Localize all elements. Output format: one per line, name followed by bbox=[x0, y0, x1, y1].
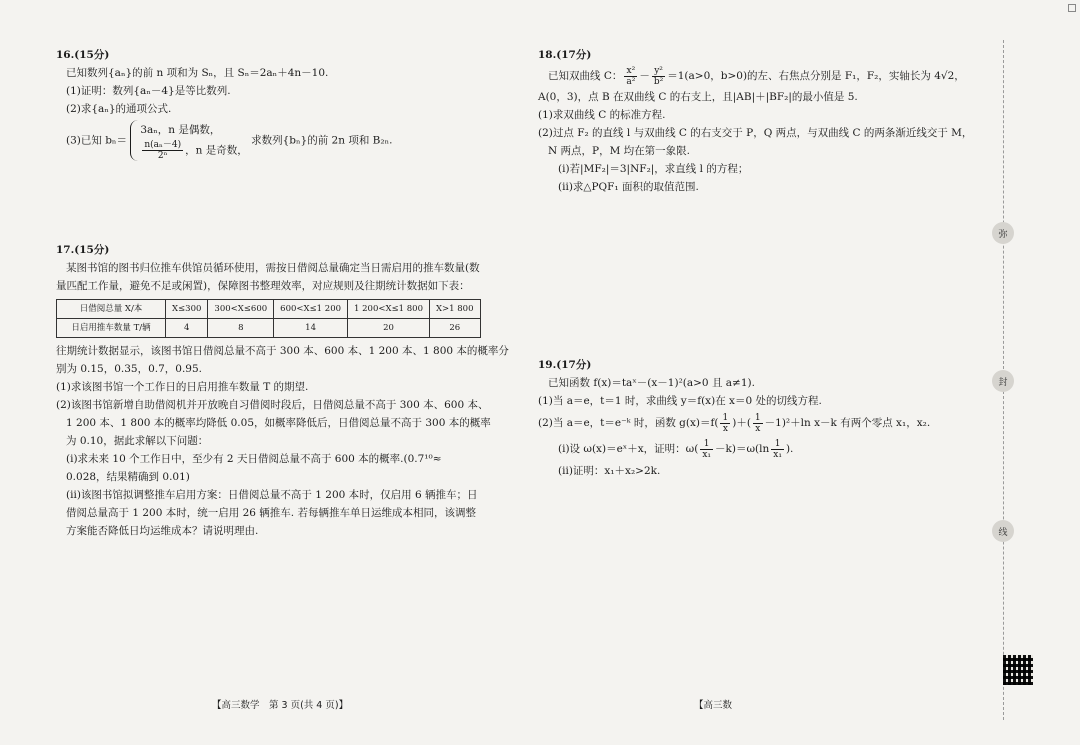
q17-stats-line2: 别为 0.15，0.35，0.7，0.95. bbox=[56, 363, 203, 375]
y-squared-fraction bbox=[652, 66, 665, 87]
q17-part2ii-line2: 借阅总量高于 1 200 本时，统一启用 26 辆推车. 若每辆推车单日运维成本相同，该调整 bbox=[66, 507, 476, 519]
borrow-cart-table bbox=[56, 299, 481, 338]
q19-part2ii: (ⅱ)证明：x₁＋x₂>2k. bbox=[558, 465, 661, 477]
table-cell: 26 bbox=[429, 319, 480, 338]
right-column bbox=[538, 46, 978, 480]
q18-part1: (1)求双曲线 C 的标准方程. bbox=[538, 109, 666, 121]
left-column bbox=[56, 46, 509, 540]
q16-part3-prefix: (3)已知 bₙ＝ bbox=[66, 134, 127, 147]
q17-heading: 17.(15分) bbox=[56, 244, 110, 256]
fraction-denominator: x bbox=[722, 423, 728, 434]
table-row bbox=[57, 300, 481, 319]
seal-mark-mi: 弥 bbox=[992, 222, 1014, 244]
q19-part2i-suffix: ). bbox=[785, 443, 794, 455]
q17-intro-line1: 某图书馆的图书归位推车供馆员循环使用，需按日借阅总量确定当日需启用的推车数量(数 bbox=[66, 262, 480, 274]
table-cell: 日启用推车数量 T/辆 bbox=[57, 319, 166, 338]
q17-part2-line1: (2)该图书馆新增自助借阅机并开放晚自习借阅时段后，日借阅总量不高于 300 本、600 本、 bbox=[56, 399, 489, 411]
fraction-numerator: 1 bbox=[700, 439, 713, 450]
left-brace bbox=[130, 120, 139, 161]
fraction-numerator: 1 bbox=[754, 412, 761, 423]
fraction-numerator: 1 bbox=[771, 439, 784, 450]
q19-part2i bbox=[538, 436, 978, 462]
q18-part2ii: (ⅱ)求△PQF₁ 面积的取值范围. bbox=[558, 181, 699, 193]
table-cell: X≤300 bbox=[166, 300, 208, 319]
q19-part2 bbox=[538, 410, 978, 436]
q19-part1: (1)当 a＝e，t＝1 时，求曲线 y＝f(x)在 x＝0 处的切线方程. bbox=[538, 395, 822, 407]
q17-part2i-line2: 0.028，结果精确到 0.01) bbox=[66, 471, 190, 483]
qr-code-icon bbox=[1003, 655, 1033, 685]
q19-stem: 已知函数 f(x)＝taˣ－(x－1)²(a>0 且 a≠1). bbox=[548, 377, 755, 389]
q17-part2ii-line1: (ⅱ)该图书馆拟调整推车启用方案：日借阅总量不高于 1 200 本时，仅启用 6 辆推车；日 bbox=[66, 489, 478, 501]
q16-part2: (2)求{aₙ}的通项公式. bbox=[66, 103, 172, 115]
q16-part3 bbox=[56, 120, 496, 161]
case-odd bbox=[140, 140, 247, 161]
q18-stem-suffix: ＝1(a>0，b>0)的左、右焦点分别是 F₁，F₂，实轴长为 4√2， bbox=[667, 70, 965, 82]
q19-part2i-prefix: (ⅰ)设 ω(x)＝eˣ＋x，证明：ω( bbox=[558, 443, 699, 455]
q17-stats-line1: 往期统计数据显示，该图书馆日借阅总量不高于 300 本、600 本、1 200 本、1 800 本的概率分 bbox=[56, 345, 509, 357]
q18-stem-line2: A(0，3)，点 B 在双曲线 C 的右支上，且|AB|＋|BF₂|的最小值是 5. bbox=[538, 91, 858, 103]
fraction-denominator: x₁ bbox=[773, 449, 782, 460]
q17-part2-line2: 1 200 本、1 800 本的概率均降低 0.05，如概率降低后，日借阅总量不高于 300 本的概率 bbox=[66, 417, 491, 429]
footer-page-left: 【高三数学 第 3 页(共 4 页)】 bbox=[212, 700, 349, 711]
q17-part2ii-line3: 方案能否降低日均运维成本？请说明理由. bbox=[66, 525, 259, 537]
table-cell: 8 bbox=[208, 319, 274, 338]
q16-heading: 16.(15分) bbox=[56, 49, 110, 61]
case-odd-tail: ，n 是奇数， bbox=[185, 144, 248, 157]
q19-part2-middle: )＋( bbox=[732, 417, 751, 429]
table-cell: 20 bbox=[348, 319, 430, 338]
q19-part2-suffix: －1)²＋ln x－k 有两个零点 x₁，x₂. bbox=[764, 417, 931, 429]
fraction-denominator: x₁ bbox=[702, 449, 711, 460]
q18-stem-prefix: 已知双曲线 C： bbox=[548, 70, 623, 82]
one-over-x1-fraction bbox=[771, 439, 784, 460]
q18-part2i: (ⅰ)若|MF₂|＝3|NF₂|，求直线 l 的方程； bbox=[558, 163, 749, 175]
seal-mark-xian: 线 bbox=[992, 520, 1014, 542]
table-cell: 日借阅总量 X/本 bbox=[57, 300, 166, 319]
q17-part2i-line1: (ⅰ)求未来 10 个工作日中，至少有 2 天日借阅总量不高于 600 本的概率.(0.7¹⁰≈ bbox=[66, 453, 442, 465]
one-over-x1-fraction bbox=[700, 439, 713, 460]
q19-heading: 19.(17分) bbox=[538, 359, 592, 371]
fraction-numerator: y² bbox=[652, 66, 665, 77]
table-row bbox=[57, 319, 481, 338]
minus-sign: － bbox=[639, 70, 650, 82]
fraction-denominator: x bbox=[755, 423, 761, 434]
q16-part1: (1)证明：数列{aₙ－4}是等比数列. bbox=[66, 85, 231, 97]
q19-part2-prefix: (2)当 a＝e，t＝e⁻ᵏ 时，函数 g(x)＝f( bbox=[538, 417, 719, 429]
fraction-numerator: 1 bbox=[722, 412, 729, 423]
q16-stem: 已知数列{aₙ}的前 n 项和为 Sₙ，且 Sₙ＝2aₙ＋4n－10. bbox=[66, 67, 329, 79]
q17-intro-line2: 量匹配工作量，避免不足或闲置)，保障图书整理效率，对应规则及往期统计数据如下表： bbox=[56, 280, 470, 292]
seal-mark-feng: 封 bbox=[992, 370, 1014, 392]
one-over-x-fraction bbox=[720, 413, 730, 434]
table-cell: X>1 800 bbox=[429, 300, 480, 319]
fraction-denominator: b² bbox=[653, 76, 664, 87]
case-odd-fraction bbox=[142, 140, 183, 161]
q18-part2-line1: (2)过点 F₂ 的直线 l 与双曲线 C 的右支交于 P，Q 两点，与双曲线 C 的两条渐近线交于 M， bbox=[538, 127, 973, 139]
q16-part3-suffix: 求数列{bₙ}的前 2n 项和 B₂ₙ. bbox=[251, 134, 393, 147]
answer-space bbox=[56, 161, 496, 241]
piecewise-definition bbox=[130, 120, 247, 161]
table-cell: 1 200<X≤1 800 bbox=[348, 300, 430, 319]
q19-part2i-middle: －k)＝ω(ln bbox=[715, 443, 770, 455]
fraction-numerator: x² bbox=[624, 66, 637, 77]
q17-part2-line3: 为 0.10，据此求解以下问题： bbox=[66, 435, 209, 447]
table-cell: 300<X≤600 bbox=[208, 300, 274, 319]
fraction-denominator: a² bbox=[626, 76, 636, 87]
case-even: 3aₙ，n 是偶数， bbox=[140, 124, 221, 136]
q17-part1: (1)求该图书馆一个工作日的日启用推车数量 T 的期望. bbox=[56, 381, 309, 393]
fraction-denominator: 2ⁿ bbox=[157, 151, 168, 161]
one-over-x-fraction bbox=[753, 413, 763, 434]
q18-part2-line2: N 两点，P，M 均在第一象限. bbox=[548, 145, 691, 157]
footer-page-right: 【高三数 bbox=[694, 700, 733, 711]
table-cell: 4 bbox=[166, 319, 208, 338]
corner-mark bbox=[1068, 4, 1076, 12]
table-cell: 600<X≤1 200 bbox=[274, 300, 348, 319]
x-squared-fraction bbox=[624, 66, 637, 87]
table-cell: 14 bbox=[274, 319, 348, 338]
fraction-numerator: n(aₙ－4) bbox=[144, 140, 182, 150]
answer-space bbox=[538, 196, 978, 356]
q18-heading: 18.(17分) bbox=[538, 49, 592, 61]
q18-stem bbox=[538, 64, 978, 88]
